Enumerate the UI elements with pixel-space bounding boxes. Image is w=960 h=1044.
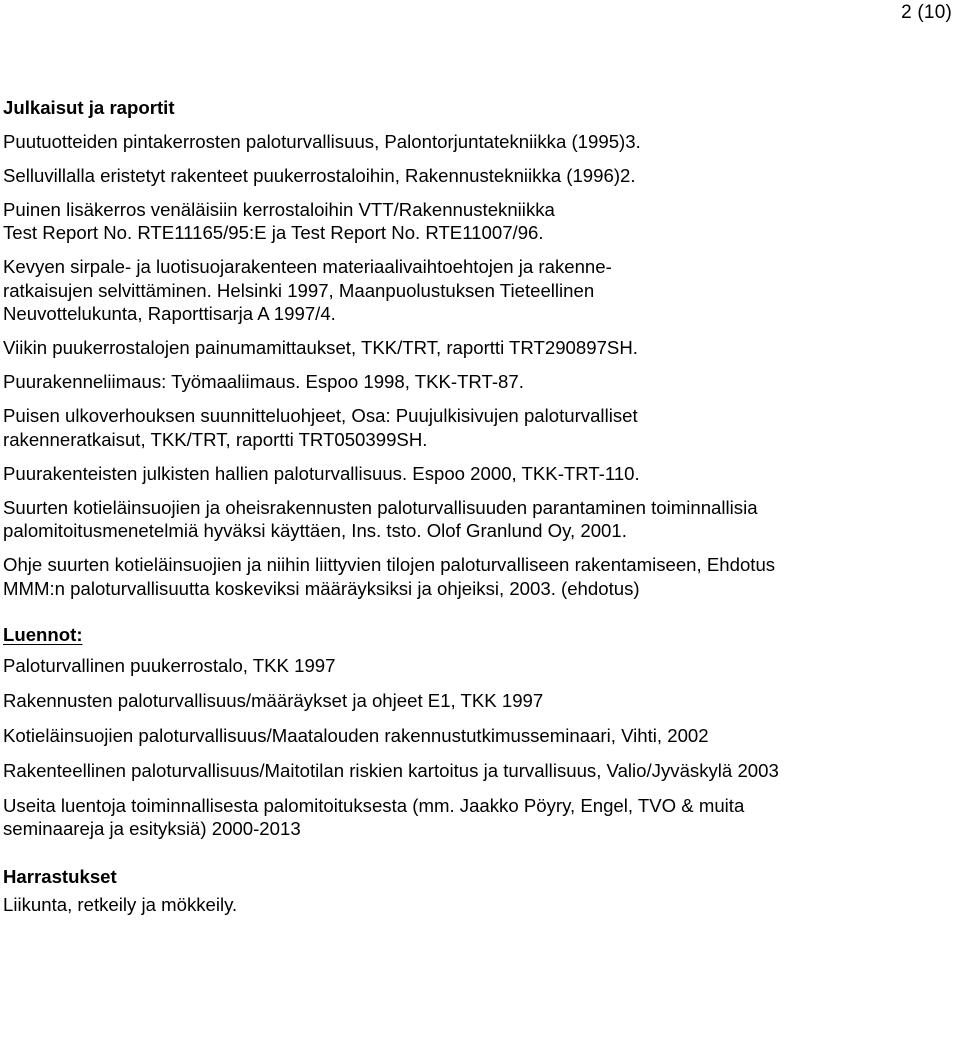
publication-item-1: Puutuotteiden pintakerrosten paloturvallisuus, Palontorjuntatekniikka (1995)3. (3, 130, 641, 152)
publication-item-7: Puisen ulkoverhouksen suunnitteluohjeet, Osa: Puujulkisivujen paloturvalliset rakenneratkaisut, TKK/TRT, raportti TRT050399SH. (3, 405, 638, 450)
publication-item-8: Puurakenteisten julkisten hallien paloturvallisuus. Espoo 2000, TKK-TRT-110. (3, 462, 640, 484)
lectures-section (3, 623, 943, 841)
publication-item-9: Suurten kotieläinsuojien ja oheisrakennusten paloturvallisuuden parantaminen toiminnallisia palomitoitusmenetelmiä hyväksi käyttäen, Ins. tsto. Olof Granlund Oy, 2001. (3, 496, 758, 541)
lecture-item-1: Paloturvallinen puukerrostalo, TKK 1997 (3, 654, 336, 676)
publications-heading: Julkaisut ja raportit (3, 97, 175, 118)
lectures-heading: Luennot: (3, 624, 83, 645)
hobbies-text: Liikunta, retkeily ja mökkeily. (3, 894, 238, 915)
publication-item-6: Puurakenneliimaus: Työmaaliimaus. Espoo 1998, TKK-TRT-87. (3, 371, 524, 392)
lecture-item-2: Rakennusten paloturvallisuus/määräykset ja ohjeet E1, TKK 1997 (3, 689, 544, 711)
lecture-item-3: Kotieläinsuojien paloturvallisuus/Maatalouden rakennustutkimusseminaari, Vihti, 2002 (3, 724, 709, 746)
publication-item-10: Ohje suurten kotieläinsuojien ja niihin liittyvien tilojen paloturvalliseen rakentamiseen, Ehdotus MMM:n paloturvallisuutta koskeviksi määräyksiksi ja ohjeiksi, 2003. (ehdotus) (3, 554, 776, 599)
publication-item-5: Viikin puukerrostalojen painumamittaukset, TKK/TRT, raportti TRT290897SH. (3, 337, 638, 358)
hobbies-heading: Harrastukset (3, 865, 117, 887)
hobbies-section (3, 865, 943, 917)
lecture-item-4: Rakenteellinen paloturvallisuus/Maitotilan riskien kartoitus ja turvallisuus, Valio/Jyväskylä 2003 (3, 759, 779, 781)
publication-item-3: Puinen lisäkerros venäläisiin kerrostaloihin VTT/Rakennustekniikka Test Report No. RTE11165/95:E ja Test Report No. RTE11007/96. (3, 198, 555, 243)
publication-item-2: Selluvillalla eristetyt rakenteet puukerrostaloihin, Rakennustekniikka (1996)2. (3, 164, 636, 186)
lecture-item-5: Useita luentoja toiminnallisesta palomitoituksesta (mm. Jaakko Pöyry, Engel, TVO & muita seminaareja ja esityksiä) 2000-2013 (3, 794, 745, 839)
page-number: 2 (10) (901, 2, 952, 23)
publication-item-4: Kevyen sirpale- ja luotisuojarakenteen materiaalivaihtoehtojen ja rakenne- ratkaisujen selvittäminen. Helsinki 1997, Maanpuolustuksen Tieteellinen Neuvottelukunta, Raporttisarja A 1997/4. (3, 256, 612, 324)
publications-section (3, 96, 943, 600)
document-body (3, 96, 943, 917)
